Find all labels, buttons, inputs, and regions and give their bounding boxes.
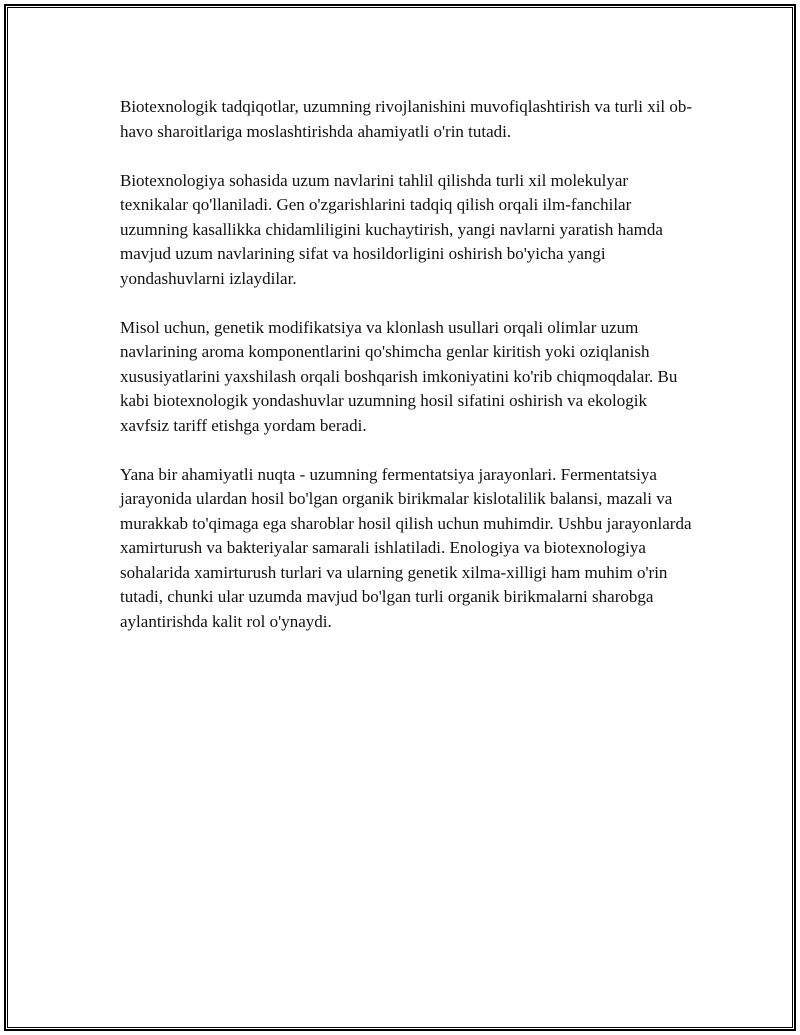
paragraph-3: Misol uchun, genetik modifikatsiya va klonlash usullari orqali olimlar uzum navlarining aroma komponentlarini qo'shimcha genlar kiritish yoki oziqlanish xususiyatlarini yaxshilash orqali boshqarish imkoniyatini ko'rib chiqmoqdalar. Bu kabi biotexnologik yondashuvlar uzumning hosil sifatini oshirish va ekologik xavfsiz tariff etishga yordam beradi. — [120, 317, 678, 435]
paragraph-2: Biotexnologiya sohasida uzum navlarini tahlil qilishda turli xil molekulyar texnikalar qo'llaniladi. Gen o'zgarishlarini tadqiq qilish orqali ilm-fanchilar uzumning kasallikka chidamliligini kuchaytirish, yangi navlarni yaratish hamda mavjud uzum navlarining sifat va hosildorligini oshirish bo'yicha yangi yondashuvlarni izlaydilar. — [120, 170, 663, 288]
paragraph-4: Yana bir ahamiyatli nuqta - uzumning fermentatsiya jarayonlari. Fermentatsiya jarayonida ulardan hosil bo'lgan organik birikmalar kislotalilik balansi, mazali va murakkab to'qimaga ega sharoblar hosil qilish uchun muhimdir. Ushbu jarayonlarda xamirturush va bakteriyalar samarali ishlatiladi. Enologiya va biotexnologiya sohalarida xamirturush turlari va ularning genetik xilma-xilligi ham muhim o'rin tutadi, chunki ular uzumda mavjud bo'lgan turli organik birikmalarni sharobga aylantirishda kalit rol o'ynaydi. — [120, 464, 692, 631]
paragraph-1: Biotexnologik tadqiqotlar, uzumning rivojlanishini muvofiqlashtirish va turli xil ob-havo sharoitlariga moslashtirishda ahamiyatli o'rin tutadi. — [120, 97, 693, 141]
document-body — [120, 95, 700, 659]
page-border — [4, 4, 796, 1031]
